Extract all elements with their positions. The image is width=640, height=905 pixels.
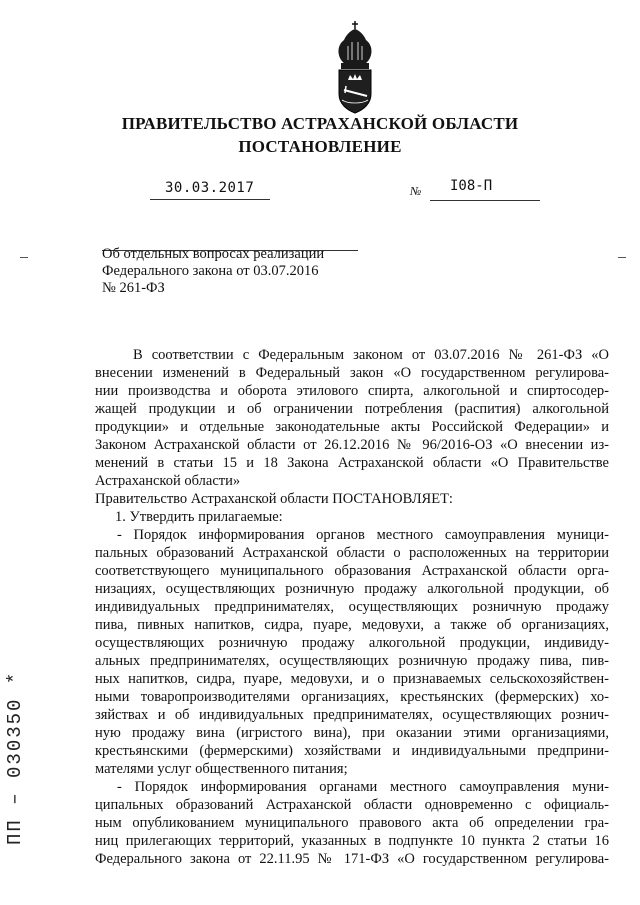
body-line: пальных образований Астраханской области о расположенных на территории [95,545,609,561]
body-line: ную продажу вина (игристого вина), при оказании этими организациями, [95,725,609,741]
body-line: - Порядок информирования органами местного самоуправления муни- [117,779,609,795]
body-line: ными товаропроизводителями организациях, крестьянских (фермерских) хо- [95,689,609,705]
number-sign: № [410,184,422,198]
subject-line: Федерального закона от 03.07.2016 [102,263,319,279]
margin-tick-left [20,257,28,258]
body-line: Правительство Астраханской области ПОСТАНОВЛЯЕТ: [95,491,453,507]
document-date: 30.03.2017 [165,180,255,196]
body-line: ципальных образований Астраханской области одновременно с официаль- [95,797,609,813]
organization-title: ПРАВИТЕЛЬСТВО АСТРАХАНСКОЙ ОБЛАСТИ [121,114,519,133]
body-line: осуществляющих розничную продажу алкогольной продукции, индивиду- [95,635,609,651]
body-line: соответствующего муниципального образования Астраханской области орга- [95,563,609,579]
body-line: Законом Астраханской области от 26.12.2016 № 96/2016-ОЗ «О внесении из- [95,437,609,453]
body-line: жащей продукции и об ограничении потребления (распития) алкогольной [95,401,609,417]
body-line: внесении изменений в Федеральный закон «О государственном регулирова- [95,365,609,381]
body-line: Федерального закона от 22.11.95 № 171-ФЗ «О государственном регулирова- [95,851,609,867]
body-line: ных напитков, сидра, пуаре, медовухи, и о признаваемых сельскохозяйствен- [95,671,609,687]
body-line: продукции» и отдельные законодательные акты Российской Федерации» и [95,419,609,435]
document-number: I08-П [450,178,493,194]
body-line: индивидуальных предпринимателях, осуществляющих розничную продажу [95,599,609,615]
body-line: крестьянскими (фермерскими) хозяйствами и индивидуальными предприни- [95,743,609,759]
document-body [95,346,609,868]
body-line: ным опубликованием муниципального правового акта об определении гра- [95,815,609,831]
body-line: альных предпринимателях, осуществляющих розничную продажу пива, пив- [95,653,609,669]
subject-line: Об отдельных вопросах реализации [102,246,325,262]
body-line: мателями услуг общественного питания; [95,761,348,777]
body-line: Астраханской области» [95,473,241,489]
body-line: В соответствии с Федеральным законом от 03.07.2016 № 261-ФЗ «О [133,347,609,363]
document-type-title: ПОСТАНОВЛЕНИЕ [238,137,402,156]
registration-stamp: ПП – 030350 * [4,670,26,845]
body-line: - Порядок информирования органов местного самоуправления муници- [117,527,609,543]
body-line: 1. Утвердить прилагаемые: [115,509,283,525]
subject-line: № 261-ФЗ [102,280,165,296]
body-line: зяйствах и об индивидуальных предпринимателях, осуществляющих рознич- [95,707,609,723]
body-line: менений в статьи 15 и 18 Закона Астраханской области «О Правительстве [95,455,609,471]
body-line: нии производства и оборота этилового спирта, алкогольной и спиртосодер- [95,383,609,399]
margin-tick-right [618,257,626,258]
number-underline [430,200,540,201]
date-underline [150,199,270,200]
body-line: ниц прилегающих территорий, указанных в подпункте 10 пункта 2 статьи 16 [95,833,609,849]
body-line: низациях, осуществляющих розничную продажу алкогольной продукции, об [95,581,609,597]
body-line: пива, пивных напитков, сидра, пуаре, медовухи, а также об организациях, [95,617,609,633]
coat-of-arms-emblem [328,20,382,118]
document-subject [102,246,324,297]
